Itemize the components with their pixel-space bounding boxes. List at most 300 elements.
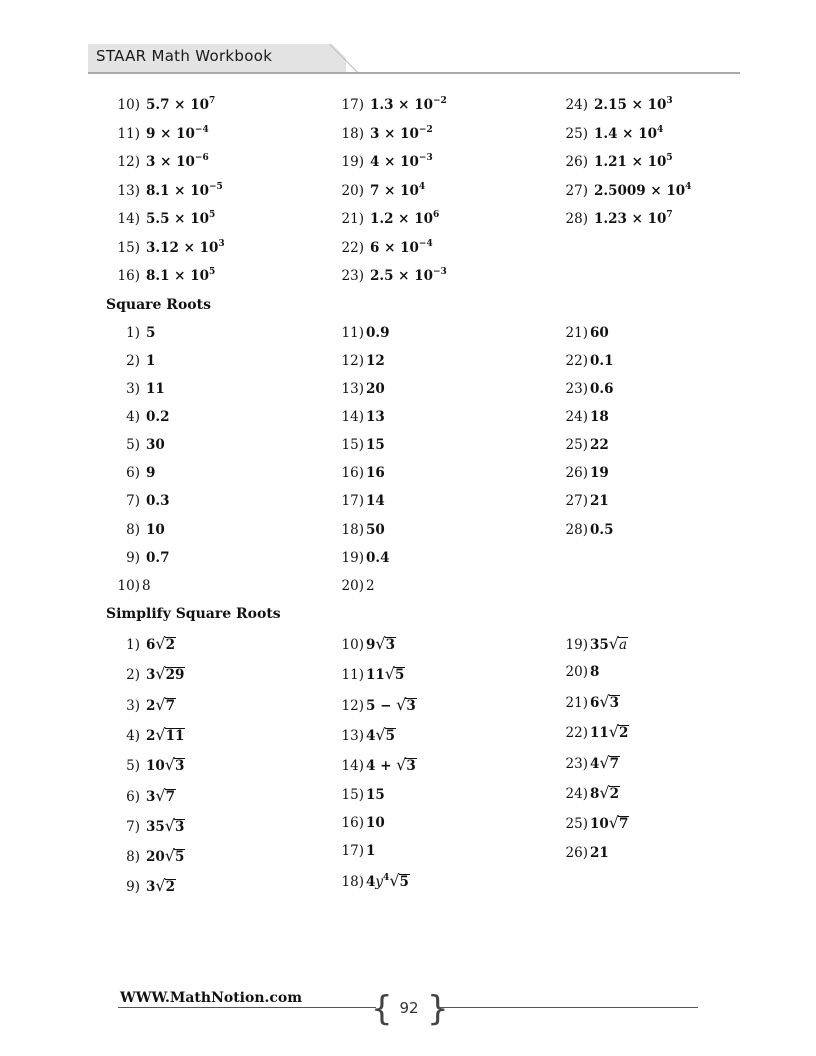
sci-answer-item (328, 154, 433, 170)
simplify-answer-item (336, 843, 375, 859)
simplify-answer-item (560, 664, 599, 680)
radicand: 7 (165, 698, 176, 714)
square-root-answer-item (560, 325, 609, 341)
item-number: 26) (565, 465, 588, 481)
simplify-answer-item (560, 724, 629, 741)
square-root-answer-item (336, 353, 385, 369)
item-number: 4) (126, 728, 140, 744)
item-number: 21) (341, 211, 364, 227)
simplify-answer-item (336, 815, 385, 831)
simplify-answer-item (560, 636, 628, 653)
sci-answer-item (552, 97, 673, 113)
exponent: 6 (433, 210, 440, 220)
item-number: 18) (341, 126, 364, 142)
item-number: 17) (341, 493, 364, 509)
exponent: 5 (209, 267, 216, 277)
item-answer (146, 695, 176, 714)
item-answer: 0.9 (366, 325, 390, 341)
radical-sign-icon: √ (599, 753, 610, 772)
square-root-answer-item (336, 409, 385, 425)
item-number: 24) (565, 786, 588, 802)
item-answer (146, 240, 225, 256)
exponent: 5 (666, 153, 673, 163)
item-number: 14) (341, 409, 364, 425)
radical-sign-icon: √ (155, 634, 166, 653)
radical (609, 815, 630, 831)
item-answer (370, 240, 433, 256)
sci-answer-item (104, 97, 215, 113)
mantissa: 7 × 10 (370, 183, 419, 199)
exponent: −4 (194, 125, 209, 135)
simplify-answer-item (336, 727, 396, 744)
radical-sign-icon: √ (599, 783, 610, 802)
simplify-answer-item (336, 787, 385, 803)
item-answer: 0.4 (366, 550, 390, 566)
item-answer: 20 (366, 381, 385, 397)
item-number: 18) (341, 874, 364, 890)
item-answer (590, 722, 629, 741)
item-number: 15) (341, 437, 364, 453)
item-number: 14) (117, 211, 140, 227)
item-number: 21) (565, 695, 588, 711)
item-answer (594, 126, 663, 142)
radical-sign-icon: √ (396, 755, 407, 774)
item-number: 10) (117, 578, 140, 594)
item-answer: 0.5 (590, 522, 614, 538)
radical-sign-icon: √ (375, 634, 386, 653)
item-answer: 1 (146, 353, 156, 369)
item-answer: 0.6 (590, 381, 614, 397)
mantissa: 3 × 10 (370, 126, 419, 142)
item-number: 14) (341, 758, 364, 774)
item-number: 27) (565, 493, 588, 509)
item-number: 20) (341, 183, 364, 199)
square-root-answer-item (336, 437, 385, 453)
item-number: 22) (565, 353, 588, 369)
coefficient: 2 (146, 728, 156, 744)
item-number: 5) (126, 437, 140, 453)
item-number: 23) (565, 381, 588, 397)
item-answer: 50 (366, 522, 385, 538)
item-number: 22) (565, 725, 588, 741)
exponent: −3 (418, 153, 433, 163)
radical-sign-icon: √ (164, 816, 175, 835)
page-number-left-brace: { (371, 989, 393, 1029)
simplify-answer-item (104, 818, 185, 835)
coefficient: 6 (590, 695, 600, 711)
mantissa: 2.5009 × 10 (594, 183, 686, 199)
footer-rule-right (440, 1007, 698, 1008)
square-root-answer-item (336, 550, 390, 566)
coefficient: 15 (366, 787, 385, 803)
radicand: 3 (406, 698, 416, 714)
radicand: 2 (609, 786, 620, 802)
item-number: 2) (126, 667, 140, 683)
coefficient: 8 (590, 664, 600, 680)
mantissa: 8.1 × 10 (146, 183, 209, 199)
item-answer (146, 725, 185, 744)
item-number: 22) (341, 240, 364, 256)
radicand: 3 (175, 758, 185, 774)
square-root-answer-item (336, 522, 385, 538)
item-number: 13) (117, 183, 140, 199)
coefficient: 10 (590, 816, 609, 832)
radicand: a (619, 637, 628, 653)
item-answer (146, 154, 209, 170)
coefficient: 3 (146, 667, 156, 683)
item-number: 28) (565, 211, 588, 227)
exponent: −6 (194, 153, 209, 163)
item-number: 17) (341, 97, 364, 113)
item-answer: 0.1 (590, 353, 614, 369)
coefficient: 3 (146, 879, 156, 895)
item-answer: 60 (590, 325, 609, 341)
radical-sign-icon: √ (155, 664, 166, 683)
item-answer (590, 753, 620, 772)
exponent: 3 (666, 96, 673, 106)
item-number: 26) (565, 845, 588, 861)
item-answer (146, 846, 185, 865)
coefficient: 4 (366, 874, 376, 890)
sci-answer-item (104, 154, 209, 170)
item-number: 5) (126, 758, 140, 774)
page-number-right-brace: } (427, 989, 449, 1029)
radical-sign-icon: √ (389, 871, 400, 890)
item-number: 7) (126, 493, 140, 509)
item-answer: 9 (146, 465, 156, 481)
footer-website-link[interactable]: WWW.MathNotion.com (120, 990, 303, 1006)
exponent: 4 (418, 182, 426, 192)
coefficient: 21 (590, 845, 609, 861)
mantissa: 1.21 × 10 (594, 154, 667, 170)
item-number: 11) (341, 667, 364, 683)
item-answer (366, 815, 385, 831)
radical (155, 788, 176, 804)
item-answer: 10 (146, 522, 165, 538)
simplify-answer-item (560, 845, 609, 861)
simplify-answer-item (560, 815, 629, 832)
variable: y (375, 874, 384, 890)
sci-answer-item (328, 183, 425, 199)
mantissa: 1.2 × 10 (370, 211, 433, 227)
item-number: 7) (126, 819, 140, 835)
item-number: 16) (341, 465, 364, 481)
coefficient: 20 (146, 849, 165, 865)
item-number: 13) (341, 381, 364, 397)
simplify-answer-item (104, 878, 176, 895)
radicand: 2 (165, 879, 176, 895)
section-heading-simplify-square-roots: Simplify Square Roots (106, 606, 281, 622)
radicand: 7 (609, 756, 620, 772)
item-number: 28) (565, 522, 588, 538)
radical (155, 878, 176, 894)
exponent: 5 (209, 210, 216, 220)
coefficient: 4 + (366, 758, 397, 774)
section-heading-square-roots: Square Roots (106, 297, 211, 313)
page-number: 92 (399, 999, 419, 1017)
item-answer: 0.2 (146, 409, 170, 425)
coefficient: 35 (590, 637, 609, 653)
item-answer: 8 (142, 578, 151, 594)
item-answer: 5 (146, 325, 156, 341)
footer-rule-left (118, 1007, 376, 1008)
exponent: 4 (685, 182, 692, 192)
item-answer: 0.7 (146, 550, 170, 566)
mantissa: 8.1 × 10 (146, 268, 209, 284)
item-number: 16) (341, 815, 364, 831)
square-root-answer-item (560, 465, 609, 481)
item-number: 10) (341, 637, 364, 653)
item-number: 24) (565, 97, 588, 113)
simplify-answer-item (336, 757, 417, 774)
square-root-answer-item (336, 493, 385, 509)
coefficient: 6 (146, 637, 156, 653)
item-answer (590, 845, 609, 861)
simplify-answer-item (104, 757, 185, 774)
radical (396, 757, 417, 773)
item-answer: 2 (366, 578, 375, 594)
item-answer: 0.3 (146, 493, 170, 509)
item-answer (146, 268, 215, 284)
page-title: STAAR Math Workbook (96, 47, 273, 65)
radical-sign-icon: √ (155, 725, 166, 744)
item-answer (370, 97, 447, 113)
radicand: 5 (395, 667, 405, 683)
item-number: 2) (126, 353, 140, 369)
simplify-answer-item (336, 636, 396, 653)
mantissa: 9 × 10 (146, 126, 195, 142)
simplify-answer-item (336, 697, 417, 714)
radical-sign-icon: √ (375, 725, 386, 744)
item-answer: 19 (590, 465, 609, 481)
item-number: 9) (126, 879, 140, 895)
simplify-answer-item (104, 666, 185, 683)
coefficient: 1 (366, 843, 376, 859)
radical (155, 727, 185, 743)
item-number: 25) (565, 816, 588, 832)
radical-sign-icon: √ (155, 786, 166, 805)
square-root-answer-item (560, 437, 609, 453)
coefficient: 4 (366, 728, 376, 744)
item-answer (146, 97, 215, 113)
item-answer: 16 (366, 465, 385, 481)
simplify-answer-item (336, 666, 405, 683)
item-number: 12) (341, 353, 364, 369)
sci-answer-item (104, 268, 215, 284)
mantissa: 3 × 10 (146, 154, 195, 170)
sci-answer-item (328, 97, 447, 113)
radical-sign-icon: √ (155, 876, 166, 895)
coefficient: 35 (146, 819, 165, 835)
item-answer (594, 154, 673, 170)
radical (396, 697, 417, 713)
radicand: 2 (165, 637, 176, 653)
item-number: 9) (126, 550, 140, 566)
sci-answer-item (328, 240, 433, 256)
radical (155, 697, 176, 713)
item-number: 26) (565, 154, 588, 170)
square-root-answer-item (336, 578, 375, 594)
coefficient: 8 (590, 786, 600, 802)
item-number: 6) (126, 789, 140, 805)
item-answer: 30 (146, 437, 165, 453)
item-answer (370, 183, 425, 199)
sci-answer-item (328, 211, 439, 227)
radical (375, 636, 396, 652)
item-answer: 15 (366, 437, 385, 453)
coefficient: 2 (146, 698, 156, 714)
radical (389, 873, 410, 889)
item-number: 15) (341, 787, 364, 803)
item-number: 20) (341, 578, 364, 594)
sci-answer-item (104, 126, 209, 142)
radical-sign-icon: √ (608, 813, 619, 832)
item-number: 16) (117, 268, 140, 284)
radical (599, 755, 620, 771)
item-answer: 18 (590, 409, 609, 425)
radical (165, 818, 186, 834)
item-answer (146, 126, 209, 142)
mantissa: 5.5 × 10 (146, 211, 209, 227)
item-answer: 21 (590, 493, 609, 509)
simplify-answer-item (560, 755, 620, 772)
item-answer (146, 634, 176, 653)
item-answer (594, 183, 691, 199)
square-root-answer-item (112, 578, 151, 594)
item-answer (146, 755, 185, 774)
square-root-answer-item (104, 381, 165, 397)
sci-answer-item (552, 183, 691, 199)
simplify-answer-item (104, 697, 176, 714)
square-root-answer-item (104, 353, 155, 369)
sci-answer-item (552, 126, 663, 142)
square-root-answer-item (560, 493, 609, 509)
item-answer: 14 (366, 493, 385, 509)
item-number: 3) (126, 381, 140, 397)
item-number: 12) (117, 154, 140, 170)
mantissa: 6 × 10 (370, 240, 419, 256)
mantissa: 2.5 × 10 (370, 268, 433, 284)
square-root-answer-item (560, 381, 614, 397)
item-answer (366, 634, 396, 653)
exponent: −4 (418, 239, 433, 249)
item-answer (146, 876, 176, 895)
square-root-answer-item (104, 550, 170, 566)
item-number: 4) (126, 409, 140, 425)
sci-answer-item (328, 126, 433, 142)
simplify-answer-item (336, 873, 410, 890)
square-root-answer-item (104, 465, 155, 481)
exponent: 3 (218, 239, 225, 249)
simplify-answer-item (104, 848, 185, 865)
radicand: 7 (165, 789, 176, 805)
square-root-answer-item (336, 465, 385, 481)
radical (165, 848, 186, 864)
radical (165, 757, 186, 773)
item-answer (590, 783, 620, 802)
item-answer (590, 813, 629, 832)
item-answer (146, 816, 185, 835)
item-answer (146, 211, 215, 227)
item-number: 19) (341, 154, 364, 170)
square-root-answer-item (104, 409, 170, 425)
simplify-answer-item (560, 785, 620, 802)
sci-answer-item (104, 240, 225, 256)
item-number: 24) (565, 409, 588, 425)
radicand: 11 (165, 728, 185, 744)
exponent: −2 (418, 125, 433, 135)
coefficient: 3 (146, 789, 156, 805)
coefficient: 10 (146, 758, 165, 774)
sci-answer-item (552, 211, 673, 227)
coefficient: 11 (366, 667, 385, 683)
item-answer (590, 692, 620, 711)
item-answer: 13 (366, 409, 385, 425)
radical (599, 785, 620, 801)
item-answer (594, 97, 673, 113)
radical (385, 666, 406, 682)
item-answer (366, 843, 375, 859)
item-number: 25) (565, 437, 588, 453)
coefficient: 4 (590, 756, 600, 772)
square-root-answer-item (104, 493, 170, 509)
radical-sign-icon: √ (155, 695, 166, 714)
radicand: 29 (165, 667, 185, 683)
sci-answer-item (328, 268, 447, 284)
radical (155, 636, 176, 652)
item-answer (146, 183, 223, 199)
square-root-answer-item (560, 522, 614, 538)
item-answer (594, 211, 673, 227)
mantissa: 3.12 × 10 (146, 240, 219, 256)
item-answer (366, 755, 417, 774)
mantissa: 1.23 × 10 (594, 211, 667, 227)
item-number: 15) (117, 240, 140, 256)
mantissa: 1.4 × 10 (594, 126, 657, 142)
exponent: −5 (209, 182, 223, 192)
simplify-answer-item (104, 636, 176, 653)
item-number: 20) (565, 664, 588, 680)
item-answer (370, 211, 439, 227)
item-number: 18) (341, 522, 364, 538)
item-number: 19) (565, 637, 588, 653)
radicand: 3 (406, 758, 416, 774)
radicand: 3 (609, 695, 620, 711)
sci-answer-item (104, 211, 215, 227)
radical (599, 694, 620, 710)
item-answer (590, 634, 628, 653)
radicand: 3 (175, 819, 185, 835)
item-number: 10) (117, 97, 140, 113)
radical-sign-icon: √ (608, 722, 619, 741)
radicand: 2 (619, 725, 629, 741)
radical-sign-icon: √ (599, 692, 610, 711)
coefficient: 5 − (366, 698, 397, 714)
exponent: 7 (209, 96, 216, 106)
item-answer (370, 154, 433, 170)
radical-sign-icon: √ (164, 755, 175, 774)
exponent: −2 (433, 96, 447, 106)
item-number: 8) (126, 522, 140, 538)
item-number: 19) (341, 550, 364, 566)
item-answer (366, 695, 417, 714)
item-number: 3) (126, 698, 140, 714)
simplify-answer-item (104, 788, 176, 805)
radical-sign-icon: √ (608, 634, 619, 653)
radical (609, 724, 630, 740)
radical (155, 666, 185, 682)
exponent: 7 (666, 210, 673, 220)
